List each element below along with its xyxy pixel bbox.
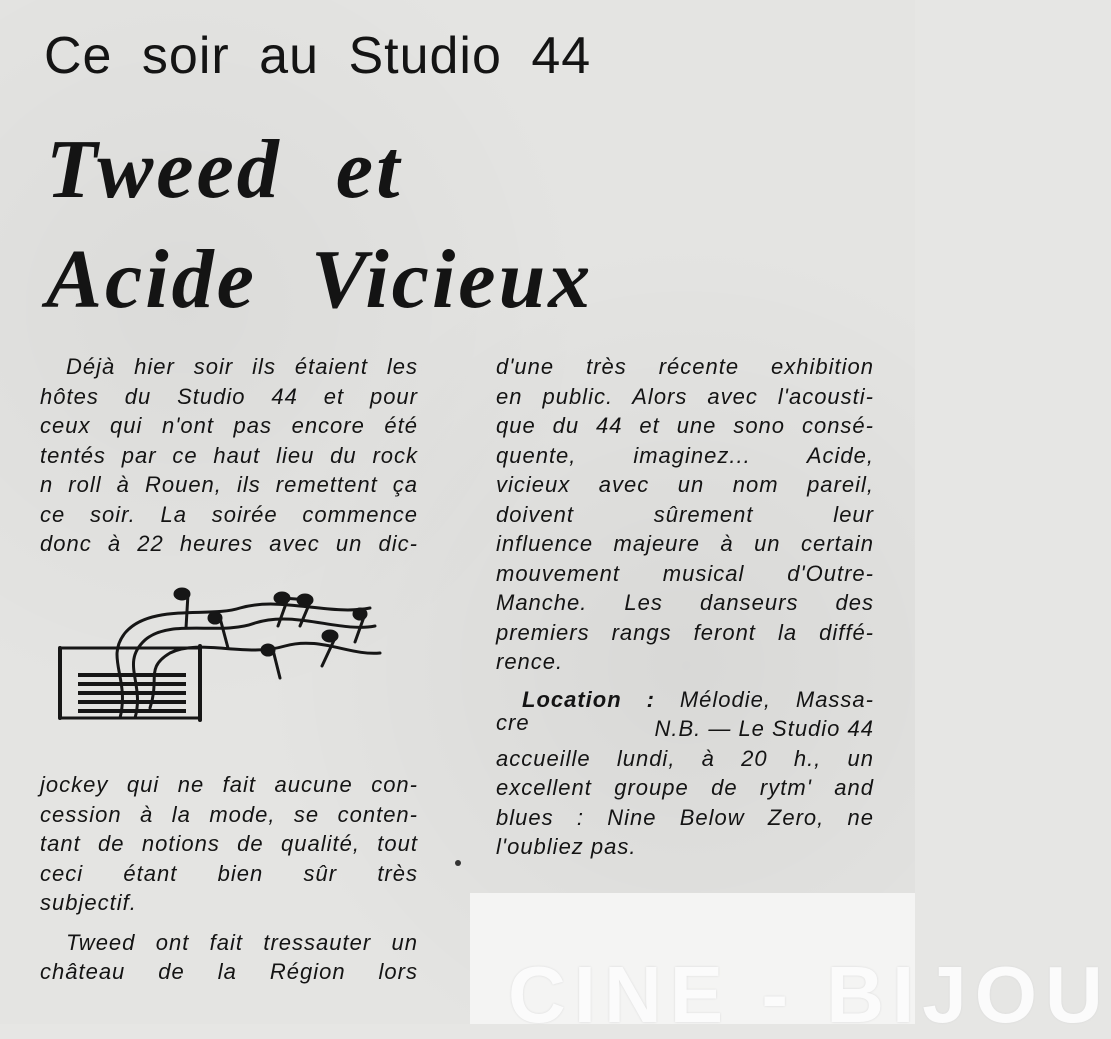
text-line: doivent sûrement leur <box>496 501 874 527</box>
location-label: Location : <box>522 686 655 712</box>
nb-text: N.B. — Le Studio 44 <box>654 716 874 741</box>
headline-word-et: et <box>335 123 403 216</box>
text-line: que du 44 et une sono consé- <box>496 413 874 438</box>
nb-first-line <box>496 710 874 744</box>
cine-bijou-banner: CINE - BIJOU <box>508 950 1111 1039</box>
text-line: accueille lundi, à 20 h., un <box>496 745 874 771</box>
text-line: ceci étant bien sûr très <box>40 860 418 886</box>
text-line: influence majeure à un certain <box>496 531 874 556</box>
text-line: ce soir. La soirée commence <box>40 501 418 527</box>
headline-line-1 <box>46 123 403 216</box>
location-line <box>496 685 874 715</box>
music-notes-illustration <box>50 578 390 728</box>
text-line: donc à 22 heures avec un dic- <box>40 531 418 556</box>
text-line: excellent groupe de rytm' and <box>496 775 874 800</box>
text-line: blues : Nine Below Zero, ne <box>496 804 874 830</box>
text-line: tentés par ce haut lieu du rock <box>40 442 418 468</box>
text-line: rence. <box>496 649 564 674</box>
text-line: Manche. Les danseurs des <box>496 590 874 615</box>
article-kicker: Ce soir au Studio 44 <box>44 27 592 85</box>
text-line: d'une très récente exhibition <box>496 354 874 379</box>
text-line: Déjà hier soir ils étaient les <box>66 354 418 379</box>
text-line: hôtes du Studio 44 et pour <box>40 383 418 409</box>
location-continuation: cre <box>496 710 530 735</box>
text-line: mouvement musical d'Outre- <box>496 560 874 586</box>
headline-word-acide: Acide <box>46 233 257 326</box>
text-line: vicieux avec un nom pareil, <box>496 472 874 497</box>
text-line: premiers rangs feront la diffé- <box>496 619 874 645</box>
text-line: quente, imaginez... Acide, <box>496 442 874 468</box>
text-line: n roll à Rouen, ils remettent ça <box>40 472 418 497</box>
text-line: cession à la mode, se conten- <box>40 801 418 827</box>
text-line: l'oubliez pas. <box>496 834 637 859</box>
print-speck <box>455 860 461 866</box>
headline-word-vicieux: Vicieux <box>310 233 594 326</box>
text-line: en public. Alors avec l'acousti- <box>496 383 874 409</box>
text-line: château de la Région lors <box>40 959 418 984</box>
text-line: jockey qui ne fait aucune con- <box>40 772 418 797</box>
text-line: ceux qui n'ont pas encore été <box>40 413 418 438</box>
text-line: subjectif. <box>40 890 137 915</box>
left-column-top <box>40 352 418 559</box>
headline-line-2 <box>46 233 594 326</box>
text-line: Tweed ont fait tressauter un <box>66 929 418 955</box>
left-column-bottom <box>40 770 418 987</box>
right-column <box>496 352 874 862</box>
location-text: Mélodie, Massa- <box>679 686 874 712</box>
headline-word-tweed: Tweed <box>46 123 282 216</box>
text-line: tant de notions de qualité, tout <box>40 831 418 856</box>
